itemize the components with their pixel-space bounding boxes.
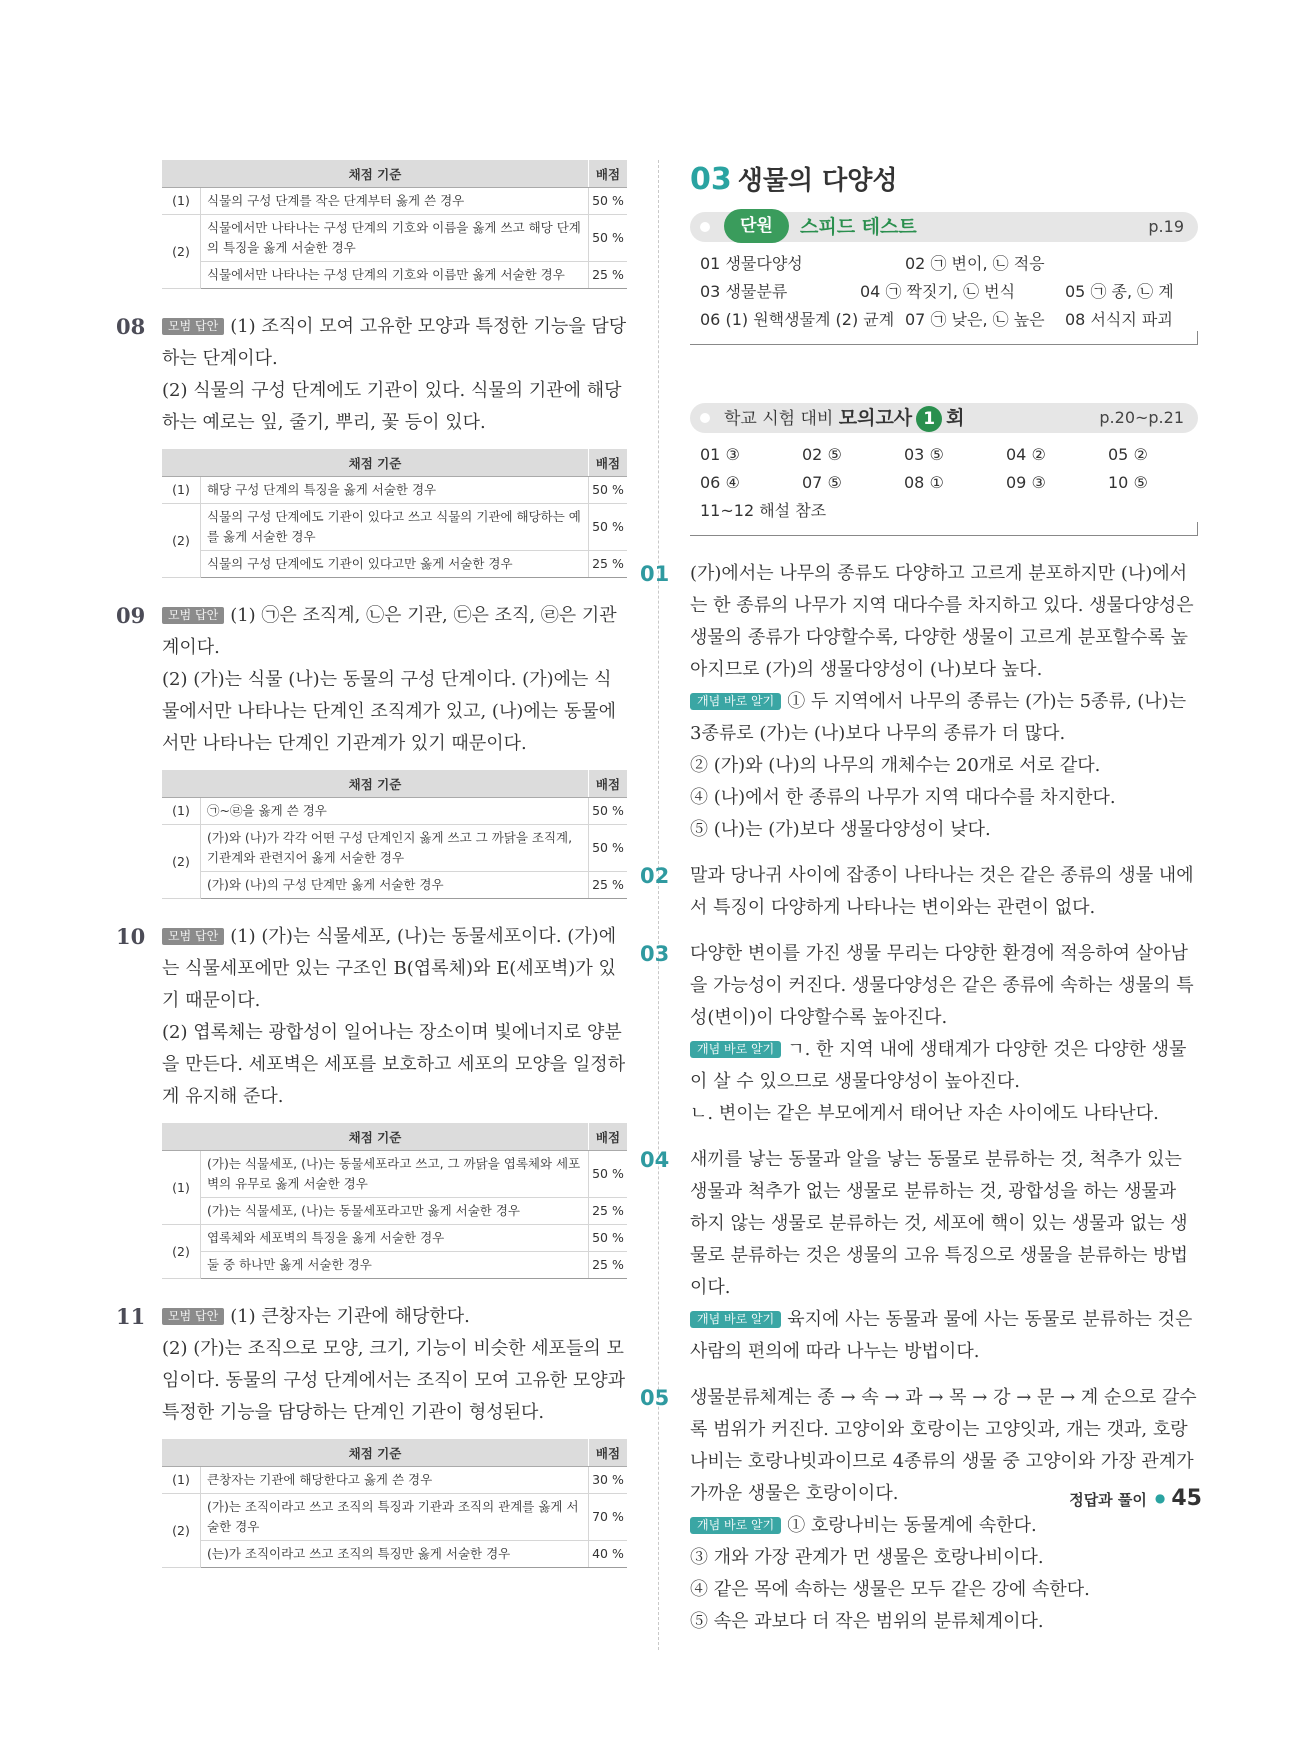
answer-item: 06 (1) 원핵생물계 (2) 균계: [700, 310, 895, 329]
mock-prefix: 학교 시험 대비: [724, 409, 839, 429]
right-column: [640, 160, 1198, 1638]
model-answer-tag: 모범 답안: [162, 1308, 224, 1325]
explanation-01: [640, 558, 1198, 846]
model-answer-tag: 모범 답안: [162, 318, 224, 335]
box-corner: [1183, 522, 1198, 536]
table-row: (2) (가)와 (나)가 각각 어떤 구성 단계인지 옳게 쓰고 그 까닭을 조직계, 기관계와 관련지어 옳게 서술한 경우 50 %: [162, 825, 627, 872]
footer-label: 정답과 풀이: [1069, 1491, 1147, 1509]
table-row: 식물에서만 나타나는 구성 단계의 기호와 이름만 옳게 서술한 경우 25 %: [162, 262, 627, 289]
table-row: (1) ㉠~㉣을 옳게 쓴 경우 50 %: [162, 798, 627, 825]
question-number: 05: [640, 1386, 670, 1410]
table-row: (는)가 조직이라고 쓰고 조직의 특징만 옳게 서술한 경우 40 %: [162, 1541, 627, 1568]
explanation-text: 말과 당나귀 사이에 잡종이 나타나는 것은 같은 종류의 생물 내에서 특징이 다양하게 나타나는 변이와는 관련이 없다.: [690, 865, 1194, 918]
explanation-04: [640, 1144, 1198, 1368]
concept-text: 육지에 사는 동물과 물에 사는 동물로 분류하는 것은 사람의 편의에 따라 나누는 방법이다.: [690, 1309, 1193, 1362]
table-row: (가)와 (나)의 구성 단계만 옳게 서술한 경우 25 %: [162, 872, 627, 899]
answer-part1: (1) (가)는 식물세포, (나)는 동물세포이다. (가)에는 식물세포에만 있는 구조인 B(엽록체)와 E(세포벽)가 있기 때문이다.: [162, 926, 617, 1011]
answer-item: 05 ②: [1108, 445, 1148, 464]
section-title: [690, 160, 1198, 200]
question-08: [116, 311, 627, 439]
concept-tag: 개념 바로 알기: [690, 1517, 781, 1534]
table-row: (2) (가)는 조직이라고 쓰고 조직의 특징과 기관과 조직의 관계를 옳게 서술한 경우 70 %: [162, 1494, 627, 1541]
speed-test-title: 스피드 테스트: [800, 216, 917, 238]
concept-text: ㄱ. 한 지역 내에 생태계가 다양한 것은 다양한 생물이 살 수 있으므로 생물다양성이 높아진다.: [690, 1039, 1187, 1092]
concept-tag: 개념 바로 알기: [690, 1041, 781, 1058]
answer-item: 02 ㉠ 변이, ㉡ 적응: [905, 254, 1045, 273]
question-number: 03: [640, 942, 670, 966]
explanation-text: (가)에서는 나무의 종류도 다양하고 고르게 분포하지만 (나)에서는 한 종류의 나무가 지역 대다수를 차지하고 있다. 생물다양성은 생물의 종류가 다양할수록, 다양한 생물이 고르게 분포할수록 높아지므로 (가)의 생물다양성이 (나)보다 높다.: [690, 563, 1194, 680]
concept-text: ⑤ 속은 과보다 더 작은 범위의 분류체계이다.: [690, 1611, 1044, 1632]
page-ref: p.19: [1148, 217, 1184, 236]
answer-item: 09 ③: [1006, 473, 1046, 492]
table-row: (2) 엽록체와 세포벽의 특징을 옳게 서술한 경우 50 %: [162, 1225, 627, 1252]
answer-item: 05 ㉠ 종, ㉡ 계: [1065, 282, 1174, 301]
footer-bullet-icon: ●: [1154, 1491, 1166, 1505]
answer-part2: (2) (가)는 조직으로 모양, 크기, 기능이 비슷한 세포들의 모임이다. 동물의 구성 단계에서는 조직이 모여 고유한 모양과 특정한 기능을 담당하는 단계인 기관이 형성된다.: [162, 1338, 626, 1423]
question-number: 02: [640, 864, 670, 888]
mock-exam-header: [690, 403, 1198, 433]
table-row: 둘 중 하나만 옳게 서술한 경우 25 %: [162, 1252, 627, 1279]
answer-item: 06 ④: [700, 473, 740, 492]
table-row: (1) 해당 구성 단계의 특징을 옳게 서술한 경우 50 %: [162, 477, 627, 504]
question-11: [116, 1301, 627, 1429]
table-row: (1) (가)는 식물세포, (나)는 동물세포라고 쓰고, 그 까닭을 엽록체와 세포벽의 유무로 옳게 서술한 경우 50 %: [162, 1151, 627, 1198]
score-table-08: 채점 기준 배점 (1) 해당 구성 단계의 특징을 옳게 서술한 경우 50 % (2) 식물의 구성 단계에도 기관이 있다고 쓰고 식물의 기관에 해당하는 예를 옳게 서술한 경우 50 % 식물의 구성 단계에도 기관이 있다고만 옳게 서술한 경우 25 %: [162, 449, 627, 578]
concept-text: ② (가)와 (나)의 나무의 개체수는 20개로 서로 같다.: [690, 755, 1101, 776]
concept-tag: 개념 바로 알기: [690, 693, 781, 710]
explanation-text: 새끼를 낳는 동물과 알을 낳는 동물로 분류하는 것, 척추가 있는 생물과 척추가 없는 생물로 분류하는 것, 광합성을 하는 생물과 하지 않는 생물로 분류하는 것, 세포에 핵이 있는 생물과 없는 생물로 분류하는 것은 생물의 고유 특징으로 생물을 분류하는 방법이다.: [690, 1149, 1188, 1298]
answer-part2: (2) (가)는 식물 (나)는 동물의 구성 단계이다. (가)에는 식물에서만 나타나는 단계인 조직계가 있고, (나)에는 동물에서만 나타나는 단계인 기관계가 있기 때문이다.: [162, 669, 617, 754]
mock-suffix: 회: [946, 407, 965, 429]
question-09: [116, 600, 627, 760]
answer-item: 03 생물분류: [700, 282, 788, 301]
explanation-02: [640, 860, 1198, 924]
concept-tag: 개념 바로 알기: [690, 1311, 781, 1328]
score-table-07: [162, 160, 627, 289]
explanation-03: [640, 938, 1198, 1130]
bullet-dot-icon: [700, 413, 710, 423]
question-number: 01: [640, 562, 670, 586]
table-row: (1) 식물의 구성 단계를 작은 단계부터 옳게 쓴 경우 50 %: [162, 188, 627, 215]
table-row: (1) 큰창자는 기관에 해당한다고 옳게 쓴 경우 30 %: [162, 1467, 627, 1494]
question-number: 04: [640, 1148, 670, 1172]
question-number: 11: [116, 1304, 146, 1329]
mock-round-badge: 1: [916, 406, 942, 432]
question-number: 10: [116, 924, 146, 949]
score-table-10: 채점 기준 배점 (1) (가)는 식물세포, (나)는 동물세포라고 쓰고, 그 까닭을 엽록체와 세포벽의 유무로 옳게 서술한 경우 50 % (가)는 식물세포, (나)는 동물세포라고만 옳게 서술한 경우 25 % (2) 엽록체와 세포벽의 특징을 옳게 서술한 경우 50 % 둘 중 하나만 옳게 서술한 경우 25 %: [162, 1123, 627, 1279]
answer-part1: (1) 조직이 모여 고유한 모양과 특정한 기능을 담당하는 단계이다.: [162, 316, 627, 369]
answer-part1: (1) ㉠은 조직계, ㉡은 기관, ㉢은 조직, ㉣은 기관계이다.: [162, 605, 617, 658]
answer-note: 11~12 해설 참조: [700, 501, 827, 520]
page-footer: [1069, 1486, 1202, 1511]
speed-test-header: [690, 212, 1198, 242]
model-answer-tag: 모범 답안: [162, 928, 224, 945]
answer-item: 08 서식지 파괴: [1065, 310, 1173, 329]
explanation-text: 다양한 변이를 가진 생물 무리는 다양한 환경에 적응하여 살아남을 가능성이 커진다. 생물다양성은 같은 종류에 속하는 생물의 특성(변이)이 다양할수록 높아진다.: [690, 943, 1194, 1028]
unit-badge: 단원: [724, 209, 789, 243]
answer-part2: (2) 엽록체는 광합성이 일어나는 장소이며 빛에너지로 양분을 만든다. 세포벽은 세포를 보호하고 세포의 모양을 일정하게 유지해 준다.: [162, 1022, 626, 1107]
explanation-text: 생물분류체계는 종 → 속 → 과 → 목 → 강 → 문 → 계 순으로 갈수록 범위가 커진다. 고양이와 호랑이는 고양잇과, 개는 갯과, 호랑나비는 호랑나빗과이므로 4종류의 생물 중 고양이와 가장 관계가 가까운 생물은 호랑이이다.: [690, 1387, 1197, 1504]
left-column: [116, 160, 627, 1568]
question-10: [116, 921, 627, 1113]
model-answer-tag: 모범 답안: [162, 607, 224, 624]
question-number: 08: [116, 314, 146, 339]
table-row: (2) 식물의 구성 단계에도 기관이 있다고 쓰고 식물의 기관에 해당하는 예를 옳게 서술한 경우 50 %: [162, 504, 627, 551]
concept-text: ④ 같은 목에 속하는 생물은 모두 같은 강에 속한다.: [690, 1579, 1090, 1600]
concept-text: ㄴ. 변이는 같은 부모에게서 태어난 자손 사이에도 나타난다.: [690, 1103, 1159, 1124]
answer-item: 07 ⑤: [802, 473, 842, 492]
concept-text: ① 두 지역에서 나무의 종류는 (가)는 5종류, (나)는 3종류로 (가)는 (나)보다 나무의 종류가 더 많다.: [690, 691, 1187, 744]
concept-text: ① 호랑나비는 동물계에 속한다.: [787, 1515, 1037, 1536]
section-number: 03: [690, 162, 732, 197]
concept-text: ⑤ (나)는 (가)보다 생물다양성이 낮다.: [690, 819, 991, 840]
column-divider: [658, 160, 659, 1650]
answer-part1: (1) 큰창자는 기관에 해당한다.: [230, 1306, 470, 1327]
answer-item: 02 ⑤: [802, 445, 842, 464]
speed-test-answers: [690, 242, 1198, 345]
answer-item: 01 ③: [700, 445, 740, 464]
concept-text: ③ 개와 가장 관계가 먼 생물은 호랑나비이다.: [690, 1547, 1044, 1568]
page-ref: p.20~p.21: [1099, 408, 1184, 427]
concept-text: ④ (나)에서 한 종류의 나무가 지역 대다수를 차지한다.: [690, 787, 1116, 808]
question-number: 09: [116, 603, 146, 628]
criteria-header: 채점 기준: [162, 160, 589, 188]
points-header: 배점: [589, 160, 628, 188]
score-table-11: 채점 기준 배점 (1) 큰창자는 기관에 해당한다고 옳게 쓴 경우 30 % (2) (가)는 조직이라고 쓰고 조직의 특징과 기관과 조직의 관계를 옳게 서술한 경우 70 % (는)가 조직이라고 쓰고 조직의 특징만 옳게 서술한 경우 40 %: [162, 1439, 627, 1568]
mock-title: 모의고사: [838, 407, 913, 429]
section-name: 생물의 다양성: [737, 166, 898, 196]
table-row: 식물의 구성 단계에도 기관이 있다고만 옳게 서술한 경우 25 %: [162, 551, 627, 578]
score-table-09: 채점 기준 배점 (1) ㉠~㉣을 옳게 쓴 경우 50 % (2) (가)와 (나)가 각각 어떤 구성 단계인지 옳게 쓰고 그 까닭을 조직계, 기관계와 관련지어 옳게 서술한 경우 50 % (가)와 (나)의 구성 단계만 옳게 서술한 경우 25 %: [162, 770, 627, 899]
table-row: (2) 식물에서만 나타나는 구성 단계의 기호와 이름을 옳게 쓰고 해당 단계의 특징을 옳게 서술한 경우 50 %: [162, 215, 627, 262]
answer-part2: (2) 식물의 구성 단계에도 기관이 있다. 식물의 기관에 해당하는 예로는 잎, 줄기, 뿌리, 꽃 등이 있다.: [162, 380, 622, 433]
answer-item: 08 ①: [904, 473, 944, 492]
table-row: (가)는 식물세포, (나)는 동물세포라고만 옳게 서술한 경우 25 %: [162, 1198, 627, 1225]
answer-item: 03 ⑤: [904, 445, 944, 464]
page-number: 45: [1171, 1486, 1202, 1511]
mock-exam-answers: [690, 433, 1198, 536]
answer-item: 10 ⑤: [1108, 473, 1148, 492]
box-corner: [1183, 331, 1198, 345]
answer-item: 04 ㉠ 짝짓기, ㉡ 번식: [860, 282, 1016, 301]
bullet-dot-icon: [700, 222, 710, 232]
answer-item: 04 ②: [1006, 445, 1046, 464]
answer-item: 07 ㉠ 낮은, ㉡ 높은: [905, 310, 1045, 329]
answer-item: 01 생물다양성: [700, 254, 803, 273]
